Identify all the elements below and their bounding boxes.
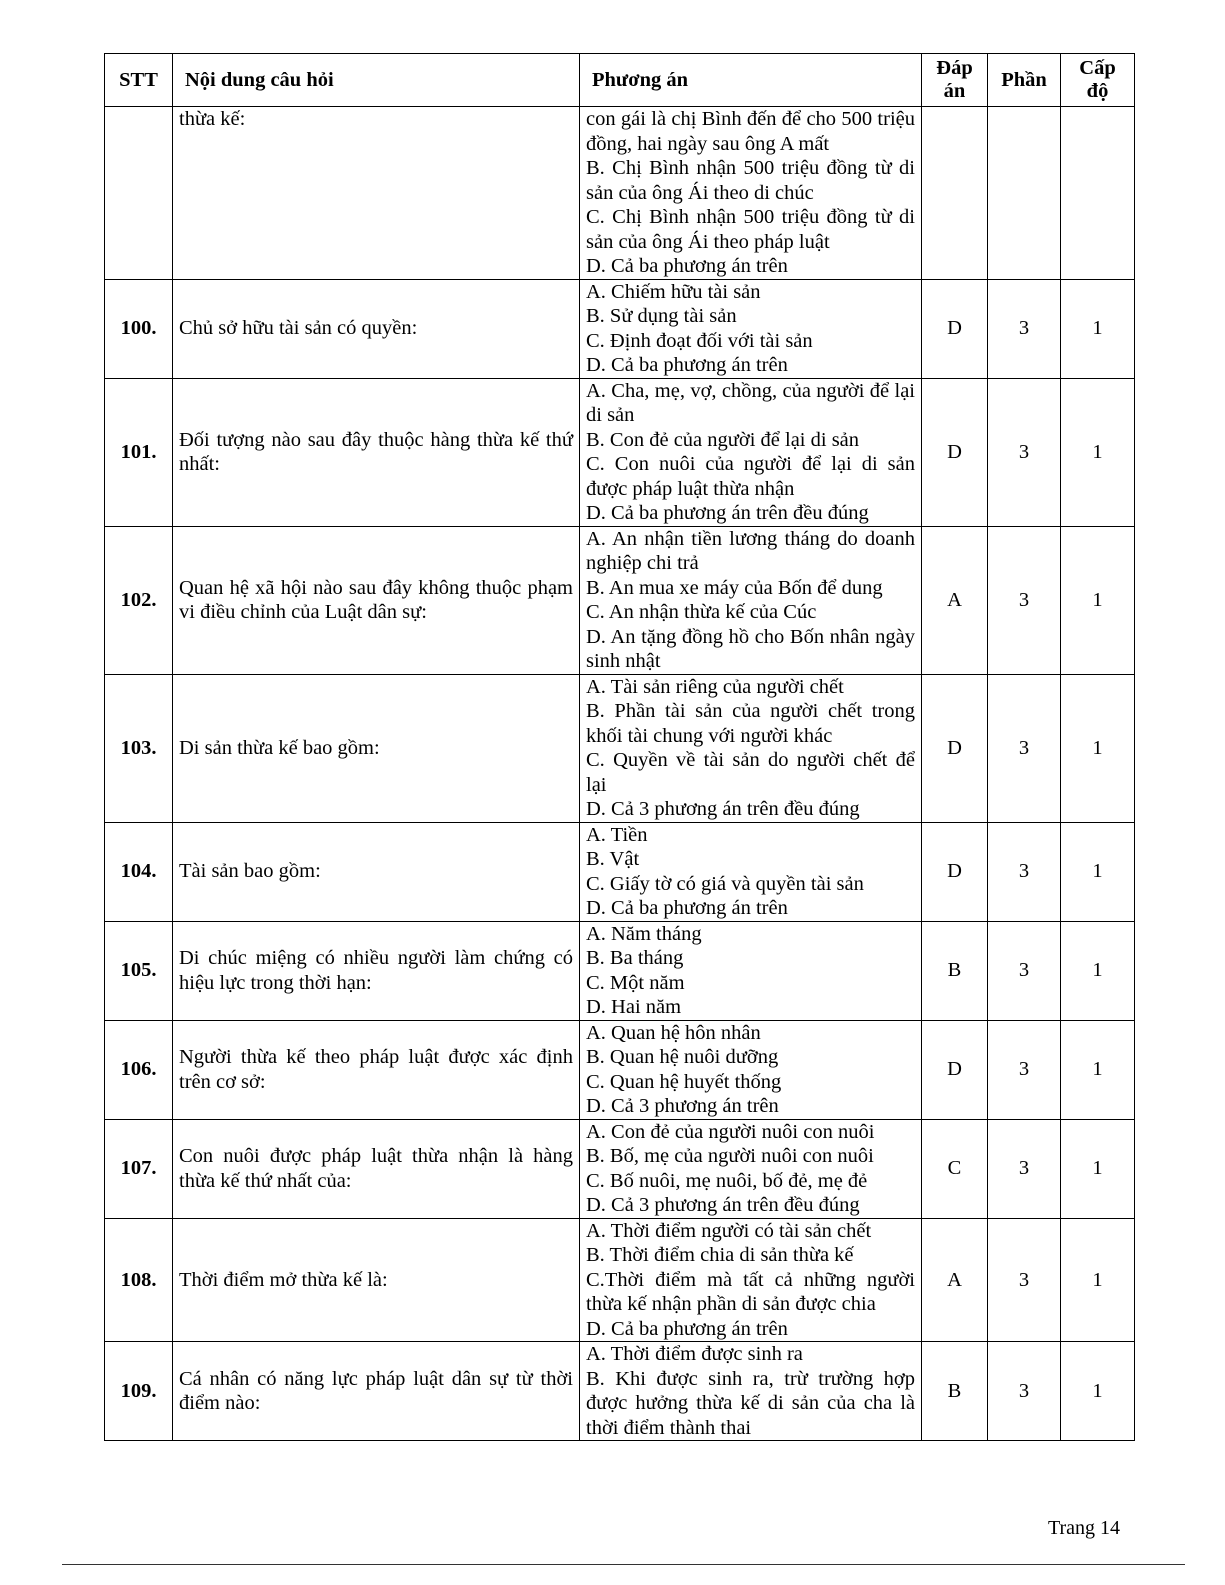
option: C. Định đoạt đối với tài sản — [586, 329, 813, 352]
continuation-part — [988, 107, 1061, 280]
level-cell: 1 — [1061, 1342, 1135, 1441]
table-header-row — [105, 54, 1135, 107]
page-number: Trang 14 — [1047, 1517, 1120, 1539]
bottom-rule — [62, 1564, 1185, 1565]
answer-cell: A — [922, 526, 988, 674]
question-number: 109. — [105, 1342, 173, 1441]
option: C. Chị Bình nhận 500 triệu đồng từ di sản của ông Ái theo pháp luật — [586, 206, 915, 253]
header-level-line1: Cấp — [1079, 57, 1116, 79]
header-options: Phương án — [580, 54, 922, 107]
question-text: Cá nhân có năng lực pháp luật dân sự từ thời điểm nào: — [173, 1342, 580, 1441]
continuation-level — [1061, 107, 1135, 280]
question-table — [104, 53, 1135, 1441]
option: C.Thời điểm mà tất cả những người thừa kế nhận phần di sản được chia — [586, 1268, 915, 1315]
table-row — [105, 279, 1135, 378]
question-text: Di sản thừa kế bao gồm: — [173, 674, 580, 822]
continuation-stt — [105, 107, 173, 280]
option: B. Con đẻ của người để lại di sản — [586, 428, 860, 451]
option: B. Ba tháng — [586, 947, 684, 969]
part-cell: 3 — [988, 674, 1061, 822]
question-number: 108. — [105, 1218, 173, 1342]
option: D. Cả 3 phương án trên đều đúng — [586, 798, 860, 820]
question-number: 105. — [105, 921, 173, 1020]
question-number: 107. — [105, 1119, 173, 1218]
option: D. An tặng đồng hồ cho Bốn nhân ngày sinh nhật — [586, 625, 915, 672]
table-row — [105, 1342, 1135, 1441]
question-number: 101. — [105, 378, 173, 526]
option: A. Thời điểm người có tài sản chết — [586, 1219, 872, 1242]
header-stt: STT — [105, 54, 173, 107]
option: A. Chiếm hữu tài sản — [586, 280, 761, 303]
level-cell: 1 — [1061, 378, 1135, 526]
option: B. Bố, mẹ của người nuôi con nuôi — [586, 1145, 874, 1167]
option: C. An nhận thừa kế của Cúc — [586, 601, 817, 623]
header-answer-line2: án — [943, 80, 966, 102]
level-cell: 1 — [1061, 1020, 1135, 1119]
option: D. Cả 3 phương án trên đều đúng — [586, 1194, 860, 1216]
option: B. Chị Bình nhận 500 triệu đồng từ di sản của ông Ái theo di chúc — [586, 157, 915, 204]
answer-cell: B — [922, 921, 988, 1020]
table-row — [105, 822, 1135, 921]
question-text: Quan hệ xã hội nào sau đây không thuộc phạm vi điều chỉnh của Luật dân sự: — [173, 526, 580, 674]
options-cell — [580, 1020, 922, 1119]
part-cell: 3 — [988, 1020, 1061, 1119]
options-cell — [580, 1342, 922, 1441]
level-cell: 1 — [1061, 279, 1135, 378]
options-cell — [580, 378, 922, 526]
table-row — [105, 1119, 1135, 1218]
option: C. Quyền về tài sản do người chết để lại — [586, 749, 915, 796]
question-number: 102. — [105, 526, 173, 674]
question-text: Đối tượng nào sau đây thuộc hàng thừa kế thứ nhất: — [173, 378, 580, 526]
table-row — [105, 1218, 1135, 1342]
option: B. Khi được sinh ra, trừ trường hợp được hưởng thừa kế di sản của cha là thời điểm thành thai — [586, 1367, 915, 1439]
question-number: 100. — [105, 279, 173, 378]
option: B. Sử dụng tài sản — [586, 305, 737, 327]
header-part: Phần — [988, 54, 1061, 107]
options-cell — [580, 279, 922, 378]
question-text: Thời điểm mở thừa kế là: — [173, 1218, 580, 1342]
answer-cell: C — [922, 1119, 988, 1218]
options-cell — [580, 1218, 922, 1342]
header-answer — [922, 54, 988, 107]
option: D. Cả ba phương án trên — [586, 354, 788, 376]
question-number: 106. — [105, 1020, 173, 1119]
options-cell — [580, 822, 922, 921]
continuation-question: thừa kế: — [173, 107, 580, 280]
option: D. Cả ba phương án trên — [586, 897, 788, 919]
answer-cell: B — [922, 1342, 988, 1441]
question-text: Chủ sở hữu tài sản có quyền: — [173, 279, 580, 378]
option: C. Một năm — [586, 971, 685, 994]
part-cell: 3 — [988, 279, 1061, 378]
header-question: Nội dung câu hỏi — [173, 54, 580, 107]
continuation-options — [580, 107, 922, 280]
option: C. Giấy tờ có giá và quyền tài sản — [586, 872, 864, 895]
answer-cell: A — [922, 1218, 988, 1342]
option: A. Cha, mẹ, vợ, chồng, của người để lại di sản — [586, 379, 915, 426]
option: A. Thời điểm được sinh ra — [586, 1343, 803, 1365]
table-row — [105, 674, 1135, 822]
table-row — [105, 1020, 1135, 1119]
option: C. Quan hệ huyết thống — [586, 1070, 782, 1093]
header-level-line2: độ — [1086, 80, 1109, 102]
option: A. Năm tháng — [586, 922, 702, 945]
header-answer-line1: Đáp — [936, 57, 973, 79]
question-text: Tài sản bao gồm: — [173, 822, 580, 921]
question-number: 104. — [105, 822, 173, 921]
option: B. Quan hệ nuôi dưỡng — [586, 1046, 779, 1068]
level-cell: 1 — [1061, 526, 1135, 674]
answer-cell: D — [922, 822, 988, 921]
option: A. Tiền — [586, 823, 648, 846]
table-row — [105, 921, 1135, 1020]
answer-cell: D — [922, 674, 988, 822]
option: D. Cả ba phương án trên — [586, 1317, 788, 1340]
option: C. Con nuôi của người để lại di sản được pháp luật thừa nhận — [586, 453, 915, 500]
options-cell — [580, 921, 922, 1020]
option: A. Quan hệ hôn nhân — [586, 1021, 761, 1044]
part-cell: 3 — [988, 1342, 1061, 1441]
option: D. Cả ba phương án trên — [586, 255, 788, 277]
option: B. Phần tài sản của người chết trong khối tài chung với người khác — [586, 700, 915, 747]
continuation-row — [105, 107, 1135, 280]
part-cell: 3 — [988, 822, 1061, 921]
part-cell: 3 — [988, 526, 1061, 674]
part-cell: 3 — [988, 1218, 1061, 1342]
question-text: Di chúc miệng có nhiều người làm chứng có hiệu lực trong thời hạn: — [173, 921, 580, 1020]
option: D. Cả 3 phương án trên — [586, 1095, 779, 1117]
options-cell — [580, 526, 922, 674]
option: D. Hai năm — [586, 996, 682, 1018]
answer-cell: D — [922, 378, 988, 526]
question-text: Con nuôi được pháp luật thừa nhận là hàng thừa kế thứ nhất của: — [173, 1119, 580, 1218]
answer-cell: D — [922, 279, 988, 378]
question-number: 103. — [105, 674, 173, 822]
level-cell: 1 — [1061, 822, 1135, 921]
level-cell: 1 — [1061, 1119, 1135, 1218]
option: A. Tài sản riêng của người chết — [586, 675, 844, 698]
option: B. An mua xe máy của Bốn để dung — [586, 576, 883, 599]
question-text: Người thừa kế theo pháp luật được xác định trên cơ sở: — [173, 1020, 580, 1119]
table-row — [105, 526, 1135, 674]
continuation-answer — [922, 107, 988, 280]
option: B. Thời điểm chia di sản thừa kế — [586, 1244, 854, 1266]
options-cell — [580, 674, 922, 822]
part-cell: 3 — [988, 921, 1061, 1020]
option: D. Cả ba phương án trên đều đúng — [586, 502, 869, 524]
option: con gái là chị Bình đến để cho 500 triệu đồng, hai ngày sau ông A mất — [586, 108, 915, 155]
level-cell: 1 — [1061, 674, 1135, 822]
part-cell: 3 — [988, 378, 1061, 526]
level-cell: 1 — [1061, 921, 1135, 1020]
option: A. An nhận tiền lương tháng do doanh nghiệp chi trả — [586, 527, 915, 574]
option: B. Vật — [586, 848, 640, 870]
level-cell: 1 — [1061, 1218, 1135, 1342]
part-cell: 3 — [988, 1119, 1061, 1218]
options-cell — [580, 1119, 922, 1218]
option: C. Bố nuôi, mẹ nuôi, bố đẻ, mẹ đẻ — [586, 1169, 868, 1192]
answer-cell: D — [922, 1020, 988, 1119]
option: A. Con đẻ của người nuôi con nuôi — [586, 1120, 875, 1143]
table-row — [105, 378, 1135, 526]
header-level — [1061, 54, 1135, 107]
